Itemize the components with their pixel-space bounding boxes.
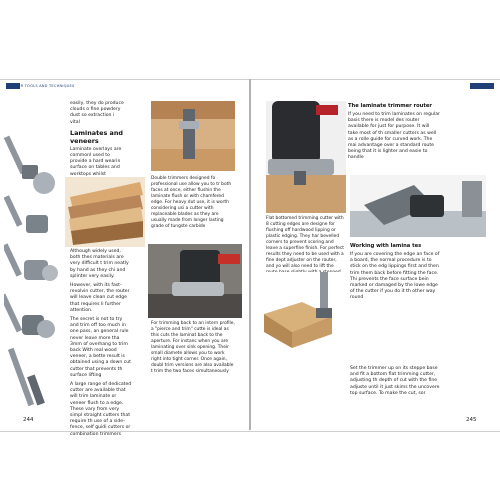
page-number-left: 244 (23, 417, 34, 423)
running-head-bar-right (470, 83, 494, 89)
paragraph: Although widely used, both thes materials are very difficult t trim neatly by hand as they chi and splinter very easily. (70, 249, 129, 279)
paragraph: However, with its fast-revolvin cutter, the router will leave clean cut edge that requires li further attention. (70, 283, 130, 313)
caption-double-trimmers: Double trimmers designed fo professional use allow you to tr both faces at once, either flushin the laminate flush or with chamfered edge. For heavy dut use, it is worth considering usi a cutter with replaceable blades as they are usually made from longer lasting grade of tungste carbide (151, 176, 232, 229)
paragraph: A large range of dedicated cutter are available that will trim laminate or veneer flush to a edge. These vary from very simpl straight cutters that require th use of a side-fence, self guidi cutters or combination trimmers (70, 382, 132, 437)
running-head-left: POWER TOOLS AND TECHNIQUES (9, 84, 75, 88)
right-text-column (348, 101, 440, 165)
router-trimming-photo (148, 244, 242, 318)
right-text-column-middle (350, 241, 442, 305)
router-bit (4, 136, 55, 194)
section-heading: Laminates and veneers (70, 128, 123, 145)
intro-paragraph: easily, they do produce clouds o fine powdery dust so extraction i vital (70, 101, 124, 125)
router-bit (8, 348, 45, 406)
paragraph: Set the trimmer up on its steppe base and fit a bottom flat trimming cutter, adjusting th depth of cut with the fine adjuste until it just skims the uncovere top surface. To make the cut, sor (350, 366, 440, 396)
paragraph: The secret is not to try and trim off too much in one pass, an general rule never leave more tha 3mm of overhang to trim back With real wood veneer, a bette result is obtained using a down cut cutter that prevents th surface lifting (70, 317, 131, 378)
router-bit (4, 243, 58, 281)
veneer-sheets-photo (65, 177, 145, 247)
router-edge-photo (266, 101, 346, 213)
right-text-column-lower (350, 366, 442, 400)
page-number-right: 245 (466, 417, 477, 423)
router-bits-image (4, 125, 70, 415)
paragraph: If you are covering the edge an face of a board, the normal procedure is to stick on the edg lippings first and then trim them back before fitting the face. Thi prevents the face surface bein marked or damaged by the lowe edge of the cutter if you do it th other way round (350, 252, 440, 301)
router-bit (4, 294, 55, 338)
bit-and-block-photo (262, 272, 346, 348)
paragraph: If you need to trim laminates on regular basis there is model des router available for just for purpose. It will take most of th smaller cutters as well as a rolle guide for curved work. The mai advantage over a standard route being that it is lighter and easie to handle (348, 112, 440, 161)
book-gutter (249, 79, 251, 430)
left-text-column-lower (70, 249, 132, 441)
bit-on-edge-photo (151, 101, 235, 171)
caption-flat-bottomed-cutters: Flat bottomed trimming cutter with 8 cutting edges are designe for flushing off hardwood lipping or plastic edging. They har bevelled corners to prevent scoring and leave a superfine finish. For perfect results they need to be used with a fine dept adjuster on the router, and yo will also need to lift the (266, 216, 344, 269)
paragraph: Laminate overlays are commonl used to provide a hard wearin surface on tables and worktops whilst (70, 146, 122, 177)
router-bit (4, 195, 48, 233)
caption-pierce-and-trim: For trimming back to an intern profile, a "pierce and trim" cutte is ideal as this cuts the laminat back to the aperture. For instanc when you are laminating over sink opening. Their small diamete allows you to work right into tight corner. Once again, doubl trim versions are also available t trim the two faces simultaneously (151, 321, 235, 374)
laminate-trimmer-photo (350, 175, 486, 237)
section-heading-laminate-trimmer: The laminate trimmer router (348, 103, 432, 109)
section-heading-working-with-laminates: Working with lamina tes (350, 243, 422, 249)
